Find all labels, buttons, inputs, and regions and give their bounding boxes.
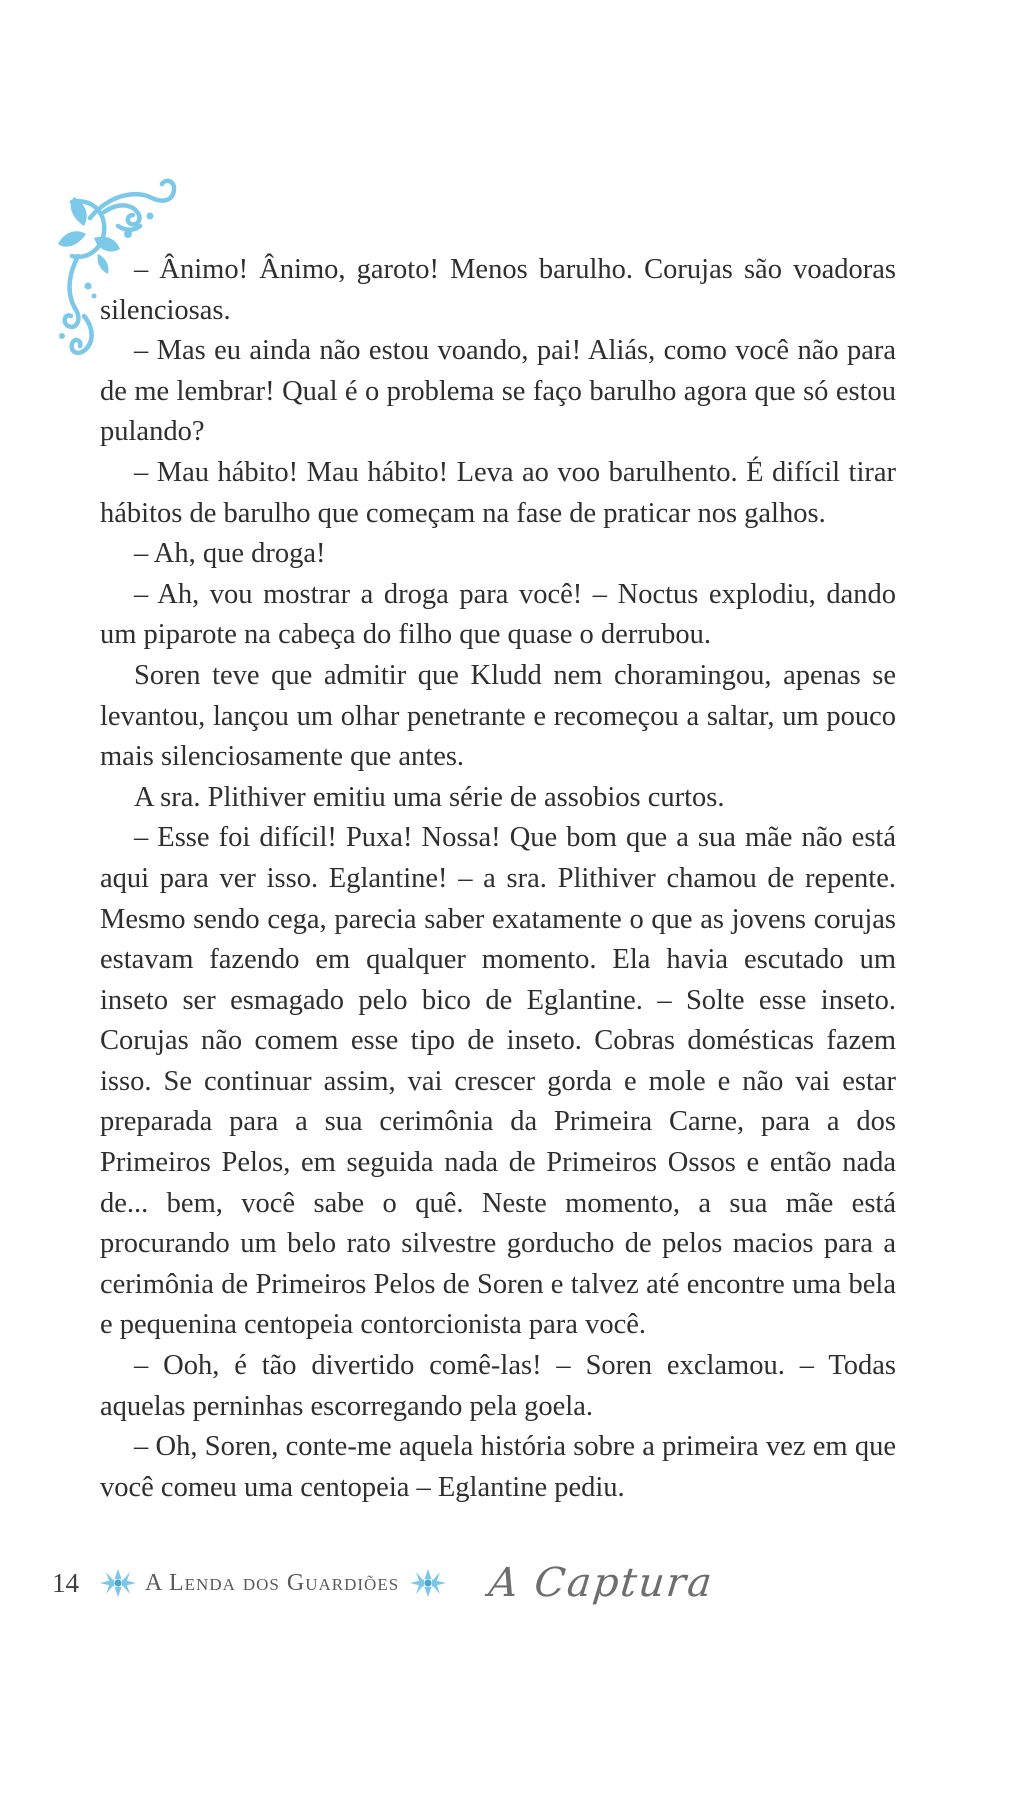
paragraph: – Ah, que droga! bbox=[134, 538, 326, 570]
paragraph: – Ooh, é tão divertido comê-las! – Soren exclamou. – Todas aquelas perninhas escorregando pela goela. bbox=[100, 1350, 896, 1422]
book-title: A Lenda dos Guardiões bbox=[145, 1569, 400, 1596]
paragraph: – Mau hábito! Mau hábito! Leva ao voo barulhento. É difícil tirar hábitos de barulho que começam na fase de praticar nos galhos. bbox=[100, 456, 896, 529]
snowflake-icon bbox=[409, 1568, 447, 1598]
paragraph: – Ânimo! Ânimo, garoto! Menos barulho. Corujas são voadoras silenciosas. bbox=[100, 254, 896, 326]
paragraph: – Oh, Soren, conte-me aquela história sobre a primeira vez em que você comeu uma centopeia – Eglantine pediu. bbox=[100, 1431, 896, 1503]
chapter-title: A Captura bbox=[486, 1560, 717, 1606]
page-footer bbox=[52, 1560, 972, 1606]
snowflake-icon bbox=[99, 1568, 137, 1598]
page-number: 14 bbox=[52, 1567, 79, 1598]
paragraph: – Esse foi difícil! Puxa! Nossa! Que bom que a sua mãe não está aqui para ver isso. Eglantine! – a sra. Plithiver chamou de repente. Mesmo sendo cega, parecia saber exatamente o que as jovens corujas estavam fazendo em qualquer momento. Ela havia escutado um inseto ser esmagado pelo bico de Eglantine. – Solte esse inseto. Corujas não comem esse tipo de inseto. Cobras domésticas fazem isso. Se continuar assim, vai crescer gorda e mole e não vai estar preparada para a sua cerimônia da Primeira Carne, para a dos Primeiros Pelos, em seguida nada de Primeiros Ossos e então nada de... bem, você sabe o quê. Neste momento, a sua mãe está procurando um belo rato silvestre gorducho de pelos macios para a cerimônia de Primeiros Pelos de Soren e talvez até encontre uma bela e pequenina centopeia contorcionista para você. bbox=[100, 822, 896, 1341]
paragraph: – Ah, vou mostrar a droga para você! – Noctus explodiu, dando um piparote na cabeça do filho que quase o derrubou. bbox=[100, 578, 896, 651]
body-text-block bbox=[100, 250, 896, 1508]
paragraph: – Mas eu ainda não estou voando, pai! Aliás, como você não para de me lembrar! Qual é o problema se faço barulho agora que só estou pulando? bbox=[100, 335, 896, 448]
paragraph: A sra. Plithiver emitiu uma série de assobios curtos. bbox=[134, 781, 725, 813]
paragraph: Soren teve que admitir que Kludd nem choramingou, apenas se levantou, lançou um olhar penetrante e recomeçou a saltar, um pouco mais silenciosamente que antes. bbox=[100, 659, 896, 773]
